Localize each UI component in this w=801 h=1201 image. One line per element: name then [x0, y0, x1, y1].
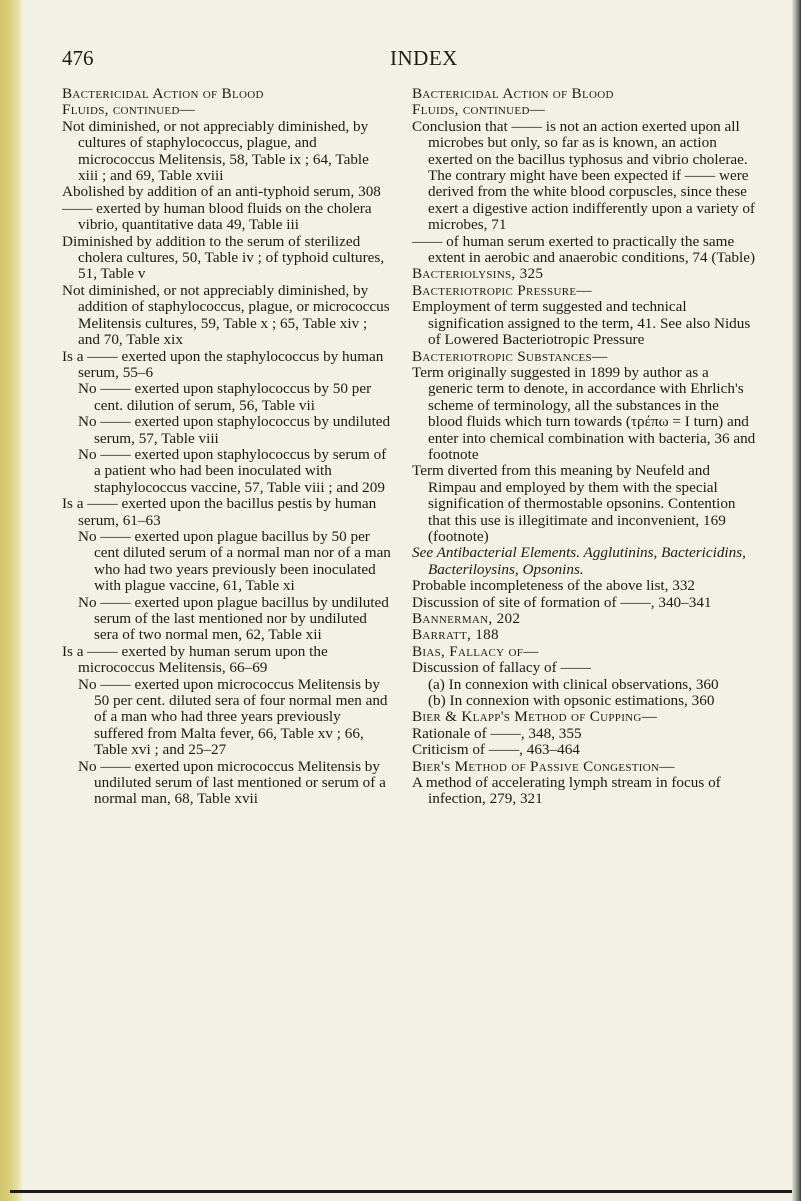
index-subentry: No —— exerted upon micrococcus Melitensis by undiluted serum of last mentioned or serum of a normal man, 68, Table xvii: [78, 757, 386, 808]
index-subentry: No —— exerted upon micrococcus Melitensis by 50 per cent. diluted sera of four normal men and of a man who had three years previously suffered from Malta fever, 66, Table xv ; 66, Table xvi ; and 25–27: [78, 675, 388, 759]
page-number: 476: [62, 46, 94, 70]
heading-text: Bacteriotropic Substances—: [412, 347, 608, 365]
index-entry: See Antibacterial Elements. Agglutinins, Bactericidins, Bacteriloysins, Opsonins.: [412, 544, 746, 578]
index-heading: [412, 611, 757, 627]
heading-text: Bannerman, 202: [412, 610, 521, 627]
index-subentry: No —— exerted upon staphylococcus by 50 per cent. dilution of serum, 56, Table vii: [78, 380, 372, 414]
index-column-right: [412, 86, 757, 808]
index-entry: Discussion of site of formation of ——, 340–341: [412, 593, 712, 611]
bottom-rule: [10, 1190, 792, 1193]
index-entry: Term diverted from this meaning by Neufeld and Rimpau and employed by them with the special signification of thermostable opsonins. Contention that this use is illegitimate and inconvenient, 169 (footnote): [412, 462, 736, 545]
index-entry: Diminished by addition to the serum of sterilized cholera cultures, 50, Table iv ; of typhoid cultures, 51, Table v: [62, 232, 385, 283]
index-heading: [62, 86, 392, 102]
index-heading: [412, 102, 757, 118]
index-heading: [62, 102, 392, 118]
heading-text: Bier & Klapp's Method of Cupping—: [412, 708, 658, 726]
index-entry: Term originally suggested in 1899 by author as a generic term to denote, in accordance with Ehrlich's scheme of terminology, all the substances in the blood fluids which turn towards (τρέπω = I turn) and enter into chemical combination with bacteria, 36 and footnote: [412, 363, 756, 463]
index-entry: Is a —— exerted upon the staphylococcus by human serum, 55–6: [62, 347, 384, 381]
index-heading: [412, 759, 757, 775]
heading-text: Bier's Method of Passive Congestion—: [412, 757, 675, 775]
index-entry: Employment of term suggested and technical signification assigned to the term, 41. See also Nidus of Lowered Bacteriotropic Pressure: [412, 298, 751, 349]
index-entry: A method of accelerating lymph stream in focus of infection, 279, 321: [412, 774, 721, 808]
index-subentry: No —— exerted upon staphylococcus by undiluted serum, 57, Table viii: [78, 413, 391, 447]
index-subentry: No —— exerted upon plague bacillus by 50 per cent diluted serum of a normal man nor of a man who had two years previously been inoculated with plague vaccine, 61, Table xi: [78, 527, 391, 595]
page-edge-strip: [0, 0, 22, 1201]
heading-text: Fluids, continued—: [412, 101, 546, 119]
index-subentry: No —— exerted upon staphylococcus by serum of a patient who had been inoculated with staphylococcus vaccine, 57, Table viii ; and 209: [78, 445, 387, 496]
index-entry: Conclusion that —— is not an action exerted upon all microbes but only, so far as is known, an action exerted on the bacillus typhosus and vibrio cholerae. The contrary might have been expected if —— were derived from the white blood corpuscles, since these exert a digestive action indifferently upon a variety of microbes, 71: [412, 117, 755, 234]
heading-text: Fluids, continued—: [62, 101, 196, 119]
index-subentry: No —— exerted upon plague bacillus by undiluted serum of the last mentioned nor by undiluted sera of two normal men, 62, Table xii: [78, 593, 389, 644]
index-heading: [412, 86, 757, 102]
index-entry: Is a —— exerted upon the bacillus pestis by human serum, 61–63: [62, 495, 377, 529]
page-title: INDEX: [390, 46, 458, 70]
index-entry: Probable incompleteness of the above list, 332: [412, 577, 696, 595]
index-heading: [412, 709, 757, 725]
index-entry: Is a —— exerted by human serum upon the micrococcus Melitensis, 66–69: [62, 642, 328, 677]
index-entry: Not diminished, or not appreciably diminished, by cultures of staphylococcus, plague, and micrococcus Melitensis, 58, Table ix ; 64, Table xiii ; and 69, Table xviii: [62, 117, 369, 185]
index-entry: —— exerted by human blood fluids on the cholera vibrio, quantitative data 49, Table iii: [62, 199, 372, 234]
index-heading: [412, 644, 757, 660]
index-heading: [412, 349, 757, 365]
index-subentry: (b) In connexion with opsonic estimations, 360: [428, 692, 715, 710]
index-heading: [412, 627, 757, 643]
heading-text: Bacteriotropic Pressure—: [412, 281, 592, 299]
index-heading: [412, 283, 757, 299]
index-column-left: [62, 86, 392, 808]
heading-text: Bactericidal Action of Blood: [412, 85, 614, 102]
page-right-edge: [792, 0, 801, 1201]
index-entry: Not diminished, or not appreciably diminished, by addition of staphylococcus, plague, or micrococcus Melitensis cultures, 59, Table x ; 65, Table xiv ; and 70, Table xix: [62, 281, 390, 349]
index-entry: —— of human serum exerted to practically the same extent in aerobic and anaerobic conditions, 74 (Table): [412, 232, 756, 267]
index-entry: Rationale of ——, 348, 355: [412, 724, 582, 742]
heading-text: Barratt, 188: [412, 626, 499, 644]
index-subentry: (a) In connexion with clinical observations, 360: [428, 675, 719, 693]
heading-text: Bias, Fallacy of—: [412, 642, 539, 660]
index-entry: Discussion of fallacy of ——: [412, 659, 591, 677]
heading-text: Bacteriolysins, 325: [412, 265, 544, 283]
index-heading: [412, 266, 757, 282]
index-entry: Abolished by addition of an anti-typhoid serum, 308: [62, 183, 381, 201]
heading-text: Bactericidal Action of Blood: [62, 85, 264, 102]
index-entry: Criticism of ——, 463–464: [412, 741, 580, 759]
